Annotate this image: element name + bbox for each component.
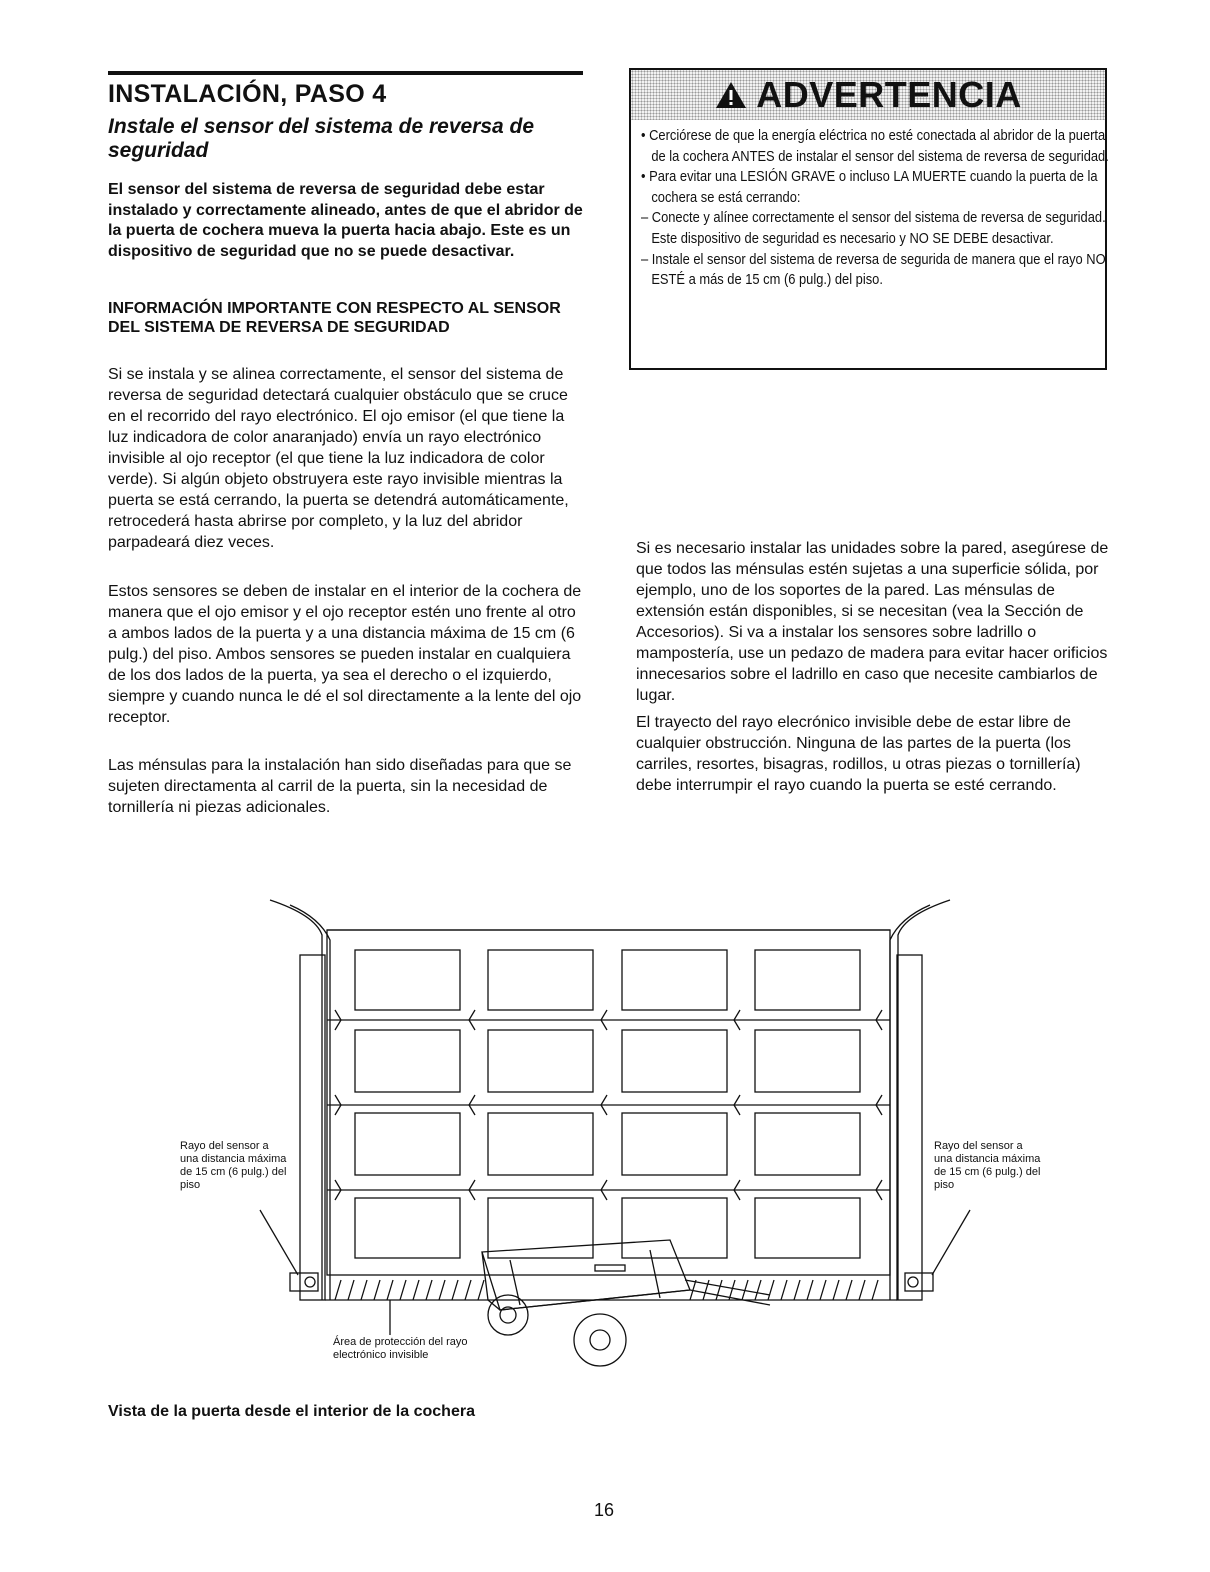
sensor-label-left: Rayo del sensor a una distancia máxima de 15 cm (6 pulg.) del piso xyxy=(180,1140,287,1191)
garage-door-illustration xyxy=(170,880,1050,1380)
page-number: 16 xyxy=(594,1500,615,1520)
intro-paragraph: El sensor del sistema de reversa de seguridad debe estar instalado y correctamente alineado, antes de que el abridor de la puerta de cochera mueva la puerta hacia abajo. Este es un dispositivo de seguridad que no se puede desactivar. xyxy=(108,181,583,260)
warning-triangle-icon xyxy=(714,80,748,110)
sensor-label-right: Rayo del sensor a una distancia máxima de 15 cm (6 pulg.) del piso xyxy=(934,1140,1041,1191)
body-paragraph: Las ménsulas para la instalación han sido diseñadas para que se sujeten directamenta al carril de la puerta, sin la necesidad de tornillería ni piezas adicionales. xyxy=(108,757,572,816)
warning-item: • Cerciórese de que la energía eléctrica no esté conectada al abridor de la puerta de la cochera ANTES de instalar el sensor del sistema de reversa de seguridad. xyxy=(641,127,1109,165)
body-paragraph: El trayecto del rayo elecrónico invisible debe de estar libre de cualquier obstrucción. Ninguna de las partes de la puerta (los carriles, resortes, bisagras, rodillos, u otras piezas o tornillería) debe interrumpir el rayo cuando la puerta se esté cerrando. xyxy=(636,714,1081,794)
protection-area-label: Área de protección del rayo electrónico invisible xyxy=(333,1336,468,1361)
info-heading: INFORMACIÓN IMPORTANTE CON RESPECTO AL SENSOR DEL SISTEMA DE REVERSA DE SEGURIDAD xyxy=(108,300,561,336)
body-paragraph: Estos sensores se deben de instalar en el interior de la cochera de manera que el ojo emisor y el ojo receptor estén uno frente al otro a ambos lados de la puerta y a una distancia máxima de 15 cm (6 pulg.) del piso. Ambos sensores se pueden instalar en cualquiera de los dos lados de la puerta, ya sea el derecho o el izquierdo, siempre y cuando nunca le dé el sol directamente a la lente del ojo receptor. xyxy=(108,583,582,726)
warning-item: • Para evitar una LESIÓN GRAVE o incluso LA MUERTE cuando la puerta de la cochera se está cerrando: xyxy=(641,168,1098,206)
warning-list xyxy=(641,126,1109,291)
warning-title: ADVERTENCIA xyxy=(756,74,1022,115)
page-title: INSTALACIÓN, PASO 4 xyxy=(108,80,387,108)
heading-rule xyxy=(108,71,583,75)
warning-item: – Instale el sensor del sistema de reversa de segurida de manera que el rayo NO ESTÉ a más de 15 cm (6 pulg.) del piso. xyxy=(641,250,1106,289)
page-subtitle: Instale el sensor del sistema de reversa de seguridad xyxy=(108,115,535,162)
figure-caption: Vista de la puerta desde el interior de la cochera xyxy=(108,1403,475,1420)
body-paragraph: Si se instala y se alinea correctamente, el sensor del sistema de reversa de seguridad detectará cualquier obstáculo que se cruce en el recorrido del rayo electrónico. El ojo emisor (el que tiene la luz indicadora de color anaranjado) envía un rayo electrónico invisible al ojo receptor (el que tiene la luz indicadora de color verde). Si algún objeto obstruyera este rayo invisible mientras la puerta se está cerrando, la puerta se detendrá automáticamente, retrocederá hasta abrirse por completo, y la luz del abridor parpadeará diez veces. xyxy=(108,366,569,551)
warning-item: – Conecte y alínee correctamente el sensor del sistema de reversa de seguridad. Este dispositivo de seguridad es necesario y NO SE DEBE desactivar. xyxy=(641,209,1106,247)
body-paragraph: Si es necesario instalar las unidades sobre la pared, asegúrese de que todos las ménsulas estén sujetas a una superficie sólida, por ejemplo, uno de los soportes de la pared. Las ménsulas de extensión están disponibles, si se necesitan (vea la Sección de Accesorios). Si va a instalar los sensores sobre ladrillo o mampostería, use un pedazo de madera para evitar hacer orificios innecesarios sobre el ladrillo en caso que necesite cambiarlos de lugar. xyxy=(636,540,1109,704)
warning-box xyxy=(629,68,1107,370)
warning-header xyxy=(631,70,1105,120)
